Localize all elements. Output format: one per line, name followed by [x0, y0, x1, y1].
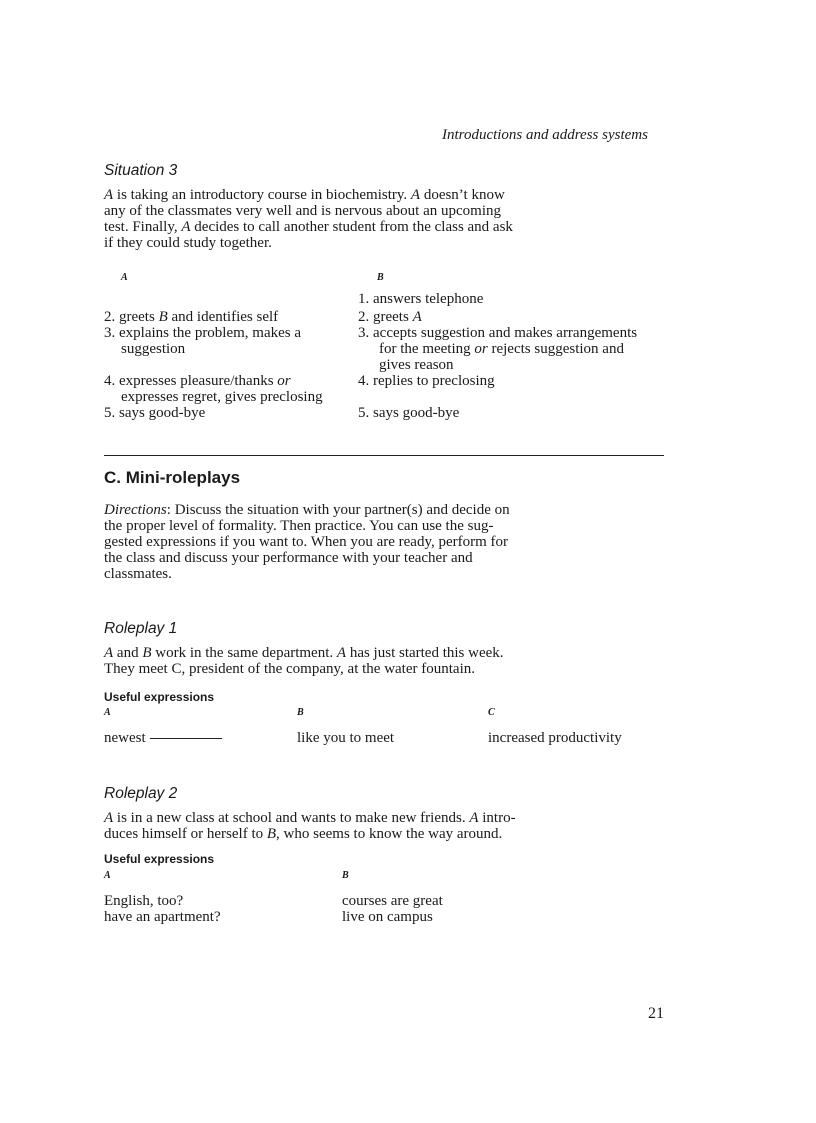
roleplay-2-expression-b1: courses are great	[342, 893, 443, 909]
roleplay-2-expression-b2: live on campus	[342, 909, 433, 925]
a-item-4-line-1: 4. expresses pleasure/thanks or	[104, 373, 291, 389]
roleplay-2-text: A is in a new class at school and wants to make new friends. A intro- duces himself or herself to B, who seems to know the way around.	[104, 810, 516, 842]
roleplay-1-heading: Roleplay 1	[104, 620, 178, 637]
b-item-3-line-3: gives reason	[379, 357, 454, 373]
directions-line: the proper level of formality. Then practice. You can use the sug-	[104, 518, 494, 534]
situation-3-intro-line: any of the classmates very well and is nervous about an upcoming	[104, 203, 501, 219]
directions-line: the class and discuss your performance with your teacher and	[104, 550, 473, 566]
b-item-3-line-1: 3. accepts suggestion and makes arrangements	[358, 325, 638, 341]
a-item-2: 2. greets B and identifies self	[104, 309, 279, 325]
section-divider	[104, 455, 664, 456]
column-a-label: A	[121, 272, 128, 283]
roleplay-1-col-c: C	[488, 707, 495, 718]
situation-3-intro-line: A is taking an introductory course in biochemistry. A doesn’t know	[104, 187, 505, 203]
b-item-4: 4. replies to preclosing	[358, 373, 495, 389]
roleplay-1-col-b: B	[297, 707, 304, 718]
directions-line: gested expressions if you want to. When you are ready, perform for	[104, 534, 509, 550]
directions-line: classmates.	[104, 566, 172, 582]
roleplay-1-useful-label: Useful expressions	[104, 690, 215, 704]
roleplay-2-col-b: B	[342, 870, 349, 881]
situation-3-heading: Situation 3	[104, 162, 178, 179]
situation-3-intro	[104, 187, 574, 251]
roleplay-2-expression-a1: English, too?	[104, 893, 184, 909]
column-b-label: B	[377, 272, 384, 283]
roleplay-2-useful-label: Useful expressions	[104, 852, 215, 866]
running-head: Introductions and address systems	[442, 127, 648, 143]
roleplay-1-col-a: A	[104, 707, 111, 718]
b-item-2: 2. greets A	[358, 309, 422, 325]
directions-label: Directions	[104, 502, 167, 518]
situation-3-intro-line: test. Finally, A decides to call another student from the class and ask	[104, 219, 513, 235]
directions-paragraph: Directions: Discuss the situation with your partner(s) and decide on the proper level of formality. Then practice. You can use the sug- gested expressions if you want to. When you are ready, perform for the class and discuss your performance with your teacher and classmates.	[104, 502, 574, 582]
roleplay-1-expression-c: increased productivity	[488, 730, 622, 746]
fill-in-blank	[150, 738, 222, 739]
a-item-5: 5. says good-bye	[104, 405, 206, 421]
roleplay-2-heading: Roleplay 2	[104, 785, 178, 802]
roleplay-1-expression-b: like you to meet	[297, 730, 395, 746]
roleplay-2-expression-a2: have an apartment?	[104, 909, 221, 925]
situation-3-intro-line: if they could study together.	[104, 235, 272, 251]
b-item-5: 5. says good-bye	[358, 405, 460, 421]
a-item-4-line-2: expresses regret, gives preclosing	[121, 389, 323, 405]
section-c-heading: C. Mini-roleplays	[104, 468, 241, 487]
page-number: 21	[648, 1005, 664, 1022]
a-item-3-line-1: 3. explains the problem, makes a	[104, 325, 302, 341]
b-item-3-line-2: for the meeting or rejects suggestion and	[379, 341, 624, 357]
roleplay-1-text: A and B work in the same department. A has just started this week. They meet C, president of the company, at the water fountain.	[104, 645, 504, 677]
b-item-1: 1. answers telephone	[358, 291, 484, 307]
roleplay-2-col-a: A	[104, 870, 111, 881]
a-item-3-line-2: suggestion	[121, 341, 186, 357]
roleplay-1-expression-a: newest	[104, 730, 222, 746]
